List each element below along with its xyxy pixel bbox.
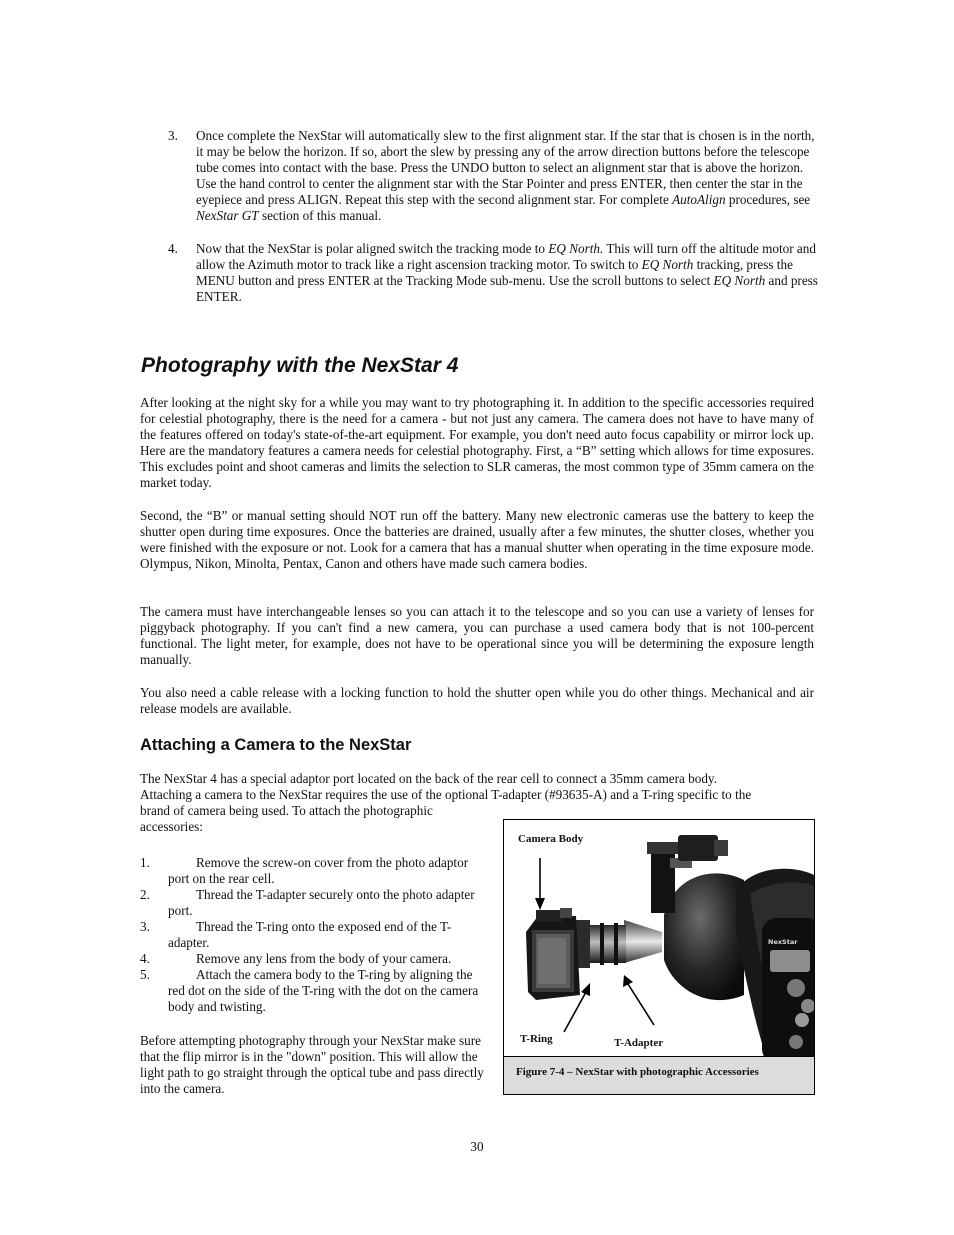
subsection-heading: Attaching a Camera to the NexStar <box>140 736 412 754</box>
section-heading: Photography with the NexStar 4 <box>141 354 459 377</box>
step-text: Now that the NexStar is polar aligned switch the tracking mode to EQ North. This will turn off the altitude motor and allow the Azimuth motor to track like a right ascension tracking motor. To switch to EQ North tracking, press the MENU button and press ENTER at the Tracking Mode sub-menu. Use the scroll buttons to select EQ North and press ENTER. <box>196 241 818 304</box>
body-paragraph-3: The camera must have interchangeable lenses so you can attach it to the telescope and so you can use a variety of lenses for piggyback photography. If you can't find a new camera, you can purchase a used camera body that is not 100-percent functional. The light meter, for example, does not have to be operational since you will be determining the exposure length manually. <box>140 604 814 667</box>
attach-step <box>140 967 492 1015</box>
label-t-adapter: T-Adapter <box>614 1037 664 1049</box>
attach-step <box>140 951 492 967</box>
alignment-steps-list <box>168 128 818 305</box>
step-number: 4. <box>140 951 150 966</box>
step-number: 3. <box>168 128 178 143</box>
attach-step <box>140 887 492 919</box>
step-text: Once complete the NexStar will automatically slew to the first alignment star. If the star that is chosen is in the north, it may be below the horizon. If so, abort the slew by pressing any of the arrow direction buttons before the telescope tube comes into contact with the base. Press the UNDO button to select an alignment star that is above the horizon. Use the hand control to center the alignment star with the Star Pointer and press ENTER, then center the star in the eyepiece and press ALIGN. Repeat this step with the second alignment star. For complete AutoAlign procedures, see NexStar GT section of this manual. <box>196 128 815 223</box>
label-camera-body: Camera Body <box>518 833 584 845</box>
step-number: 4. <box>168 241 178 256</box>
step-text: Thread the T-ring onto the exposed end of the T-adapter. <box>168 919 452 950</box>
figure-caption: Figure 7-4 – NexStar with photographic Accessories <box>504 1056 814 1094</box>
body-paragraph-1: After looking at the night sky for a while you may want to try photographing it. In addition to the specific accessories required for celestial photography, there is the need for a camera - but not just any camera. The camera does not have to have many of the features offered on today's state-of-the-art equipment. For example, you don't need auto focus capability or mirror lock up. Here are the mandatory features a camera needs for celestial photography. First, a “B” setting which allows for time exposures. This excludes point and shoot cameras and limits the selection to SLR cameras, the most common type of 35mm camera on the market today. <box>140 395 814 490</box>
attach-step <box>140 855 492 887</box>
step-text: Attach the camera body to the T-ring by aligning the red dot on the side of the T-ring with the dot on the camera body and twisting. <box>168 967 479 1014</box>
flip-mirror-note: Before attempting photography through your NexStar make sure that the flip mirror is in the "down" position. This will allow the light path to go straight through the optical tube and pass directly into the camera. <box>140 1033 484 1096</box>
telescope-camera-photo <box>504 820 814 1056</box>
attach-steps-list <box>140 855 492 1015</box>
step-number: 2. <box>140 887 150 902</box>
body-paragraph-4: You also need a cable release with a locking function to hold the shutter open while you do other things. Mechanical and air release models are available. <box>140 685 814 716</box>
hand-control-label: NexStar <box>768 938 798 946</box>
step-number: 3. <box>140 919 150 934</box>
intro-line: brand of camera being used. To attach the photographic <box>140 803 433 818</box>
attach-step <box>140 919 492 951</box>
intro-line: Attaching a camera to the NexStar requires the use of the optional T-adapter (#93635-A) and a T-ring specific to the <box>140 787 752 802</box>
label-t-ring: T-Ring <box>520 1033 553 1045</box>
page-number: 30 <box>470 1139 484 1154</box>
body-paragraph-2: Second, the “B” or manual setting should NOT run off the battery. Many new electronic cameras use the battery to keep the shutter open during time exposures. Once the batteries are drained, usually after a few minutes, the shutter closes, whether you were finished with the exposure or not. Look for a camera that has a manual shutter when operating in the time exposure mode. Olympus, Nikon, Minolta, Pentax, Canon and others have made such camera bodies. <box>140 508 814 571</box>
intro-line: accessories: <box>140 819 203 834</box>
step-text: Thread the T-adapter securely onto the photo adapter port. <box>168 887 475 918</box>
step-number: 1. <box>140 855 150 870</box>
step-text: Remove any lens from the body of your camera. <box>196 951 452 966</box>
alignment-step-3 <box>168 128 818 224</box>
step-number: 5. <box>140 967 150 982</box>
intro-line: The NexStar 4 has a special adaptor port located on the back of the rear cell to connect a 35mm camera body. <box>140 771 717 786</box>
figure-7-4 <box>503 819 815 1095</box>
step-text: Remove the screw-on cover from the photo adaptor port on the rear cell. <box>168 855 469 886</box>
alignment-step-4 <box>168 241 818 305</box>
